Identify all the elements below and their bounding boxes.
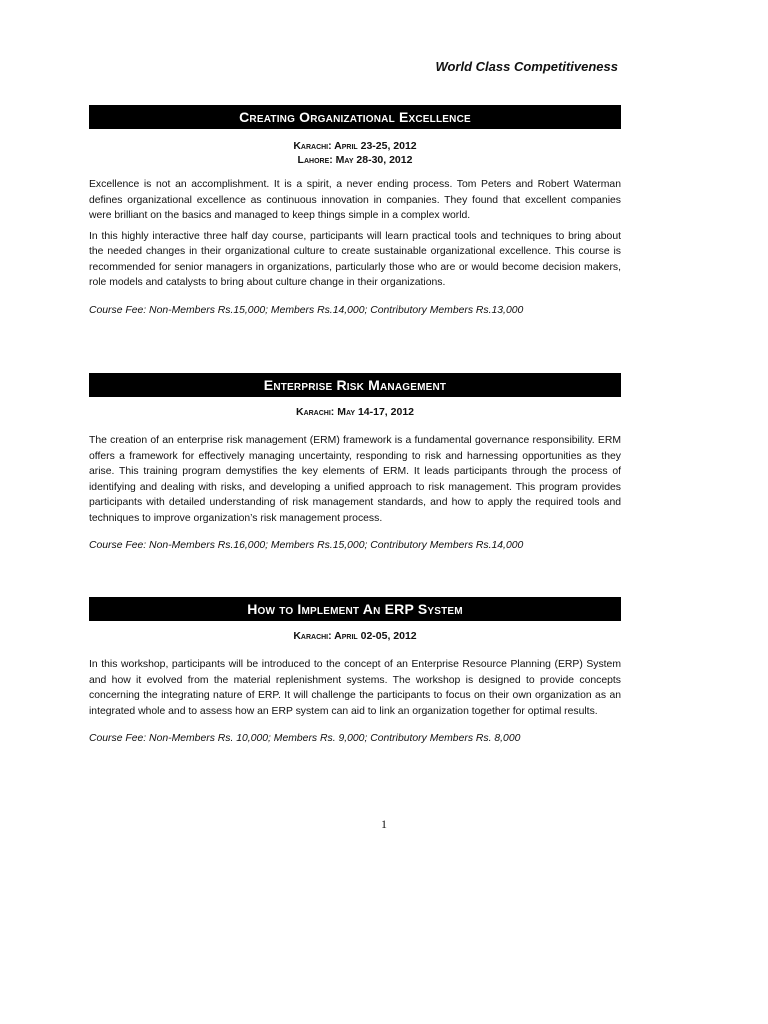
course-description-paragraph: In this workshop, participants will be introduced to the concept of an Enterprise Resource Planning (ERP) System and how it evolved from the material replenishment systems. The workshop is designed to provide concepts concerning the integrating nature of ERP. It will challenge the participants to focus on their own organization as an integrated whole and to assess how an ERP system can aid to link an organization together for optimal results. (89, 659, 621, 717)
section-title-banner: How to Implement An ERP System (89, 597, 621, 621)
running-header-title: World Class Competitiveness (435, 59, 618, 74)
course-fee: Course Fee: Non-Members Rs. 10,000; Members Rs. 9,000; Contributory Members Rs. 8,000 (89, 733, 521, 744)
course-fee: Course Fee: Non-Members Rs.15,000; Members Rs.14,000; Contributory Members Rs.13,000 (89, 304, 524, 316)
section-title-banner: Creating Organizational Excellence (89, 105, 621, 129)
section-title-banner: Enterprise Risk Management (89, 373, 621, 397)
course-date-line: Karachi: April 23-25, 2012 (293, 140, 417, 152)
course-dates (89, 629, 621, 643)
course-section-enterprise-risk-management (89, 373, 621, 551)
course-date-line: Lahore: May 28-30, 2012 (297, 154, 413, 166)
course-fee: Course Fee: Non-Members Rs.16,000; Members Rs.15,000; Contributory Members Rs.14,000 (89, 540, 524, 551)
course-date-line: Karachi: May 14-17, 2012 (295, 406, 414, 418)
page-number: 1 (381, 817, 387, 831)
course-section-organizational-excellence (89, 105, 621, 316)
course-dates (89, 405, 621, 419)
course-description-paragraph: Excellence is not an accomplishment. It is a spirit, a never ending process. Tom Peters and Robert Waterman defines organizational excellence as continuous innovation in companies. They found that excellent companies were brilliant on the basics and managed to keep things simple in a complex world. (89, 179, 621, 221)
course-section-erp-system (89, 597, 621, 744)
course-description-paragraph: The creation of an enterprise risk management (ERM) framework is a fundamental governance responsibility. ERM offers a framework for effectively managing uncertainty, responding to risk and harnessing opportunities as they arise. This training program demystifies the key elements of ERM. It leads participants through the process of identifying and dealing with risks, and developing a unified approach to risk management. This program provides participants with detailed understanding of risk management standards, and how to apply the required tools and techniques to improve organization’s risk management process. (89, 435, 621, 524)
course-date-line: Karachi: April 02-05, 2012 (293, 630, 417, 642)
course-dates (89, 139, 621, 167)
course-description-paragraph: In this highly interactive three half day course, participants will learn practical tools and techniques to bring about the needed changes in their organizational culture to create sustainable organizational excellence. This course is recommended for senior managers in organizations, particularly those who are or would become decision makers, role models and catalysts to bring about culture change in their organizations. (89, 230, 621, 288)
